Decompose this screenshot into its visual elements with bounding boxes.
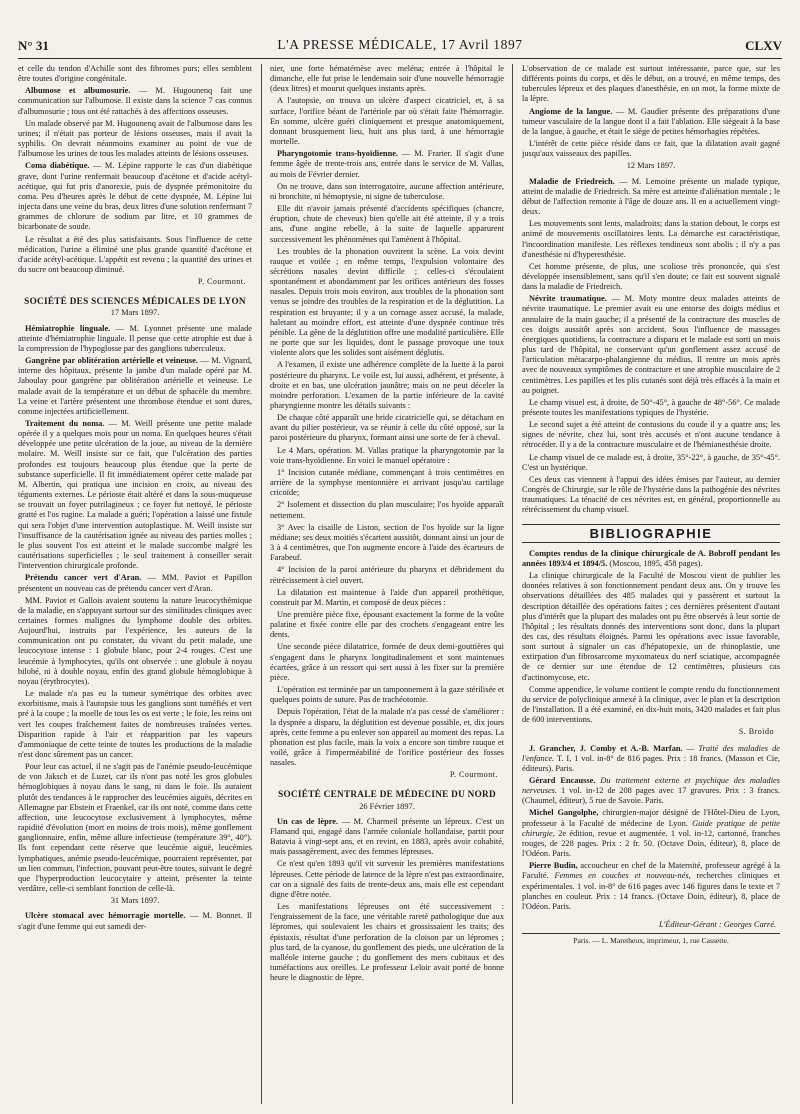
article-title: Angiome de la langue. <box>529 106 613 116</box>
paragraph: Ces deux cas viennent à l'appui des idées émises par l'auteur, au dernier Congrès de Chirurgie, sur le rôle de l'hystérie dans la pathogénie des névrites traumatiques. La ténacité de ces névrites est, en général, proportionnelle au rétrécissement du champ visuel. <box>522 474 780 515</box>
section-heading: SOCIÉTÉ DES SCIENCES MÉDICALES DE LYON <box>24 296 246 307</box>
article-text: — M. Hugounenq fait une communication sur l'albumose. Il existe dans la science 7 cas connus d'albumosurie ; tous ont été rattachés à des affections osseuses. <box>18 86 252 116</box>
paragraph: et celle du tendon d'Achille sont des fibromes purs; elles semblent être toutes d'origine congénitale. <box>18 64 252 84</box>
paragraph: MM. Paviot et Gallois avaient soutenu la nature leucocythémique de la maladie, en s'appuyant surtout sur des similitudes cliniques avec certaines formes malignes du lymphome double des orbites. Aujourd'hui, instruits par l'expérience, les auteurs de la communication ont pu constater, du vivant du petit malade, une leucocytose intense : 1 globule blanc, pour 2-4 rouges. C'est une leucémie à lymphocytes, qu'ils ont observée : une globule à noyau bilobé, ni à double noyau, enfin des grand globule hémoglobique à noyau (érythrocytes). <box>18 595 252 686</box>
page-header <box>18 36 782 59</box>
bib-details: T. I, 1 vol. in-8° de 816 pages. Prix : 18 francs. (Masson et Cie, éditeurs). Paris. <box>522 753 780 773</box>
article-title: Hémiatrophie linguale. <box>25 323 111 333</box>
paragraph: Ce n'est qu'en 1893 qu'il vit survenir les premières manifestations lépreuses. Cette période de latence de la lèpre n'est pas extraordinaire, car on a signalé des faits de trente-deux ans, mais elle est cependant digne d'être notée. <box>270 859 504 899</box>
journal-title: L'A PRESSE MÉDICALE, 17 Avril 1897 <box>277 37 523 52</box>
column-2 <box>270 64 504 1104</box>
paragraph: Une première pièce fixe, épousant exactement la forme de la voûte palatine et fixée contre elle par des crochets s'engageant entre les dents. <box>270 609 504 640</box>
paragraph: Elle dit n'avoir jamais présenté d'accidents spécifiques (chancre, éruption, chute de cheveux) bien qu'elle ait été atteinte, il y a trois ans, d'une angine rebelle, à la suite de laquelle apparurent successivement les phénomènes qui l'amènent à l'hôpital. <box>270 204 504 244</box>
paragraph: On ne trouve, dans son interrogatoire, aucune affection antérieure, ni bronchite, ni hémoptysie, ni signe de tuberculose. <box>270 181 504 201</box>
bib-details: (Moscou, 1895, 458 pages). <box>607 558 703 568</box>
paragraph: 2° Isolement et dissection du plan musculaire; l'os hyoïde apparaît nettement. <box>270 500 504 520</box>
paragraph: Le malade n'a pas eu la tumeur symétrique des orbites avec exorbitisme, mais à l'autopsie tous les ganglions sont tuméfiés et vert pré à la coupe ; la moelle de tous les os est verte ; le foie, les reins ont vert les coupes fraîchement faites de nombreuses traînées vertes. Disparition rapide à l'air et réapparition par les vapeurs d'ammoniaque de cette teinte de toutes les productions de la maladie n'est donc sûrement pas un cancer. <box>18 689 252 759</box>
article-title: Ulcère stomacal avec hémorragie mortelle. <box>25 911 186 921</box>
paragraph: A l'examen, il existe une adhérence complète de la luette à la paroi postérieure du pharynx. Le voile est, lui aussi, adhérent, et présente, à droite et en bas, une ulcération jaunâtre; mais on ne peut déceler la moindre perforation. L'examen de la partie inférieure de la cavité pharyngienne montre les détails suivants : <box>270 360 504 410</box>
article-text: — M. Charmeil présente un lépreux. C'est un Flamand qui, engagé dans l'armée coloniale hollandaise, partit pour Batavia à vingt-sept ans, et en revint, en 1883, après avoir cohabité, mais passagèrement, avec des femmes lépreuses. <box>270 816 504 857</box>
paragraph: nier, une forte hématémèse avec meléna; entrée à l'hôpital le dimanche, elle fut prise le lendemain soir d'une nouvelle hémorragie (deux litres) et mourut quelques instants après. <box>270 64 504 94</box>
bib-details: accoucheur en chef de la Maternité, professeur agrégé à la Faculté. <box>522 861 780 881</box>
bib-author: Pierre Budin, <box>529 861 578 871</box>
article-nevrite <box>522 294 780 396</box>
paragraph: L'observation de ce malade est surtout intéressante, parce que, sur les différents points du corps, et dès le début, on a trouvé, en même temps, des tubercules lépreux et des plaques d'anesthésie, en un mot, la forme mixte de la lèpre. <box>522 64 780 104</box>
article-text: — MM. Paviot et Papillon présentent un nouveau cas de prétendu cancer vert d'Aran. <box>18 573 252 593</box>
article-angiome <box>522 107 780 137</box>
article-text: — M. Lemoine présente un malade typique, atteint de maladie de Friedreich. Sa mère est atteinte d'aliénation mentale ; le début de l'affection remonte à l'âge de douze ans. Il en a actuellement vingt-deux. <box>522 176 780 217</box>
bib-title: Femmes en couches et nouveau-nés, <box>548 871 691 881</box>
paragraph: Pour leur cas actuel, il ne s'agit pas de l'anémie pseudo-leucémique de von Jaksch et de Luzet, car ils n'ont pas noté les gros globules hémoglobiques à noyau dans le sang, ni dans le foie. Ils auraient plutôt des tendances à le rapprocher des leucémies aiguës, décrites en Allemagne par Ebstein et Fraenkel, car ils ont noté, comme dans cette affection, une leucocytose exclusivement à lymphocytes, même rapidité d'évolution (mort en moins de trois mois), même gonflement ganglionnaire, enfin, même allure infectieuse (température 39°, 40°). Ils font cependant cette réserve que leucémie aiguë, leucémies lymphatiques, anémie pseudo-leucémique, pourraient représenter, par un lien commun, l'infection, pouvant peut-être toutes, suivant le degré que l'hyperproduction leucocytaire y atteint, présenter la teinte verdâtre, celle-ci semblant fonction de celle-là. <box>18 762 252 894</box>
article-noma <box>18 419 252 571</box>
article-pharyngotomie <box>270 149 504 179</box>
article-title: Albumose et albumosurie. <box>25 86 131 96</box>
article-ulcere <box>18 911 252 931</box>
article-text: — M. Bonnet. Il s'agit d'une femme qui eut samedi der- <box>18 911 252 931</box>
article-albumose <box>18 86 252 116</box>
editor-line: L'Éditeur-Gérant : Georges Carré. <box>658 920 776 930</box>
paragraph: Le champ visuel de ce malade est, à droite, 35°-22°, à gauche, de 35°-45°. C'est un hystérique. <box>522 452 780 472</box>
article-lepre <box>270 817 504 858</box>
paragraph: Le champ visuel est, à droite, de 50°-45°, à gauche de 48°-56°. Ce malade présente toutes les manifestations typiques de l'hystérie. <box>522 397 780 417</box>
bib-author: Gérard Encausse. <box>529 776 596 785</box>
article-title: Pharyngotomie trans-hyoïdienne. <box>277 149 398 159</box>
folio-number: CLXV <box>745 38 782 53</box>
paragraph: Depuis l'opération, l'état de la malade n'a pas cessé de s'améliorer : la dyspnée a disparu, la déglutition est devenue possible, et, dix jours après, cette femme a pu enlever son appareil au moment des repas. La phonation est plus facile, mais la voix a encore son timbre rauque et voilé, grâce à l'imperméabilité de l'orifice postérieur des fosses nasales. <box>270 707 504 768</box>
section-heading: SOCIÉTÉ CENTRALE DE MÉDECINE DU NORD <box>278 789 496 800</box>
paragraph: 3° Avec la cisaille de Liston, section de l'os hyoïde sur la ligne médiane; ses deux moitiés s'écartent aussitôt, donnant ainsi un jour de 3 à 4 centimètres, que l'on augmente encore à l'aide des écarteurs de Farabeuf. <box>270 522 504 563</box>
paragraph: A l'autopsie, on trouva un ulcère d'aspect cicatriciel, et, à sa surface, l'orifice béant de l'artériole par où s'était faite l'hémorragie. En somme, ulcère guéri cliniquement et presque anatomiquement, donnant brusquement lieu, huit ans plus tard, à une hémorragie mortelle. <box>270 96 504 147</box>
paragraph: Un malade observé par M. Hugounenq avait de l'albumose dans les urines; il n'était pas porteur de lésions osseuses, mais il avait la syphilis. On devrait néanmoins examiner au point de vue de l'albumose les urines de tous les malades atteints de lésions osseuses. <box>18 118 252 159</box>
signature: P. Courmont. <box>449 770 498 780</box>
bib-entry-bobroff <box>522 549 780 569</box>
article-hemiatrophie <box>18 324 252 354</box>
paragraph: Le résultat a été des plus satisfaisants. Sous l'influence de cette médication, l'urine a éliminé une plus grande quantité d'acétone et d'acide acétyl-acétique. L'appétit est revenu ; la quantité des urines et du sucre ont beaucoup diminué. <box>18 234 252 274</box>
bib-author: Michel Gangolphe, <box>529 808 599 818</box>
session-date: 31 Mars 1897. <box>110 896 160 906</box>
article-cancer-vert <box>18 573 252 593</box>
article-title: Névrite traumatique. <box>529 294 607 304</box>
article-text: — M. Lyonnet présente une malade atteinte d'hémiatrophie linguale. Il pense que cette atrophie est due à la compression de l'hypoglosse par des ganglions tuberculeux. <box>18 323 252 353</box>
paragraph: Une seconde pièce dilatatrice, formée de deux demi-gouttières qui s'engagent dans le pharynx longitudinalement et sont maintenues écartées, grâce à un ressort qui sert aussi à les fixer sur la première pièce. <box>270 642 504 682</box>
bib-title: — Traité des maladies de l'enfance. <box>522 743 780 763</box>
bib-entry-grancher <box>522 744 780 774</box>
article-gangrene <box>18 356 252 417</box>
paragraph: Les troubles de la phonation ouvrirent la scène. La voix devint rauque et voilée ; en même temps, l'expulsion volontaire des sécrétions nasales devint difficile ; celles-ci s'écoulaient spontanément et abondamment par les orifices antérieurs des fosses nasales. Depuis trois mois environ, aux troubles de la phonation sont venus se joindre des troubles de la respiration et de la déglutition. La respiration est bruyante; il y a un cornage assez accusé, la malade, haletant au moindre effort, est atteinte d'une dyspnée continue très pénible. La gêne de la déglutition offre une modalité particulière. Elle ne porte que sur les liquides, dont le passage provoque une toux violente alors que les solides sont aisément déglutis. <box>270 246 504 358</box>
signature: S. Broïdo <box>738 727 774 737</box>
signature: P. Courmont. <box>197 277 246 287</box>
article-title: Prétendu cancer vert d'Aran. <box>25 573 142 583</box>
paragraph: La dilatation est maintenue à l'aide d'un appareil prothétique, construit par M. Martin, et composé de deux pièces : <box>270 587 504 607</box>
paragraph: Le second sujet a été atteint de contusions du coude il y a quatre ans; les signes de névrite, chez lui, sont très accusés et n'ont aucune tendance à rétrocéder. Il y a de la contracture musculaire et de l'hémianesthésie droite. <box>522 420 780 450</box>
article-coma <box>18 161 252 232</box>
bib-title: Du traitement externe et psychique des maladies nerveuses. <box>522 776 780 796</box>
article-text: — M. Frarier. Il s'agit d'une femme âgée de trente-trois ans, entrée dans le service de M. Vallas, au mois de Février dernier. <box>270 149 504 179</box>
paragraph: La clinique chirurgicale de la Faculté de Moscou vient de publier les données relatives à son fonctionnement pendant deux ans. On y trouve les observations détaillées des 485 malades qui y passèrent et surtout la description détaillée des opérations faites ; ces dernières présentent d'autant plus d'intérêt que la plupart des malades ont pu être observés à leur sortie de l'hôpital ; les résultats donnés des interventions sont donc, dans la plupart des cas, des résultats éloignés. Parmi les opérations avec issue favorable, sont surtout à signaler un cas d'hépatopexie, un de rhinoplastie, une extirpation d'un fibrosarcome myxomateux du nerf sciatique, accompagnée de ce dernier sur une étendue de 12 centimètres, plusieurs cas d'actinomycose, etc. <box>522 571 780 682</box>
paragraph: Comme appendice, le volume contient le compte rendu du fonctionnement du service de polyclinique annexé à la clinique, avec le plan et la description de l'installation. Il a été examiné, en dix-huit mois, 3420 malades et fait plus de 600 interventions. <box>522 684 780 725</box>
article-friedreich <box>522 177 780 218</box>
bib-entry-budin <box>522 861 780 912</box>
paragraph: L'opération est terminée par un tamponnement à la gaze stérilisée et quelques points de suture. Pas de trachéotomie. <box>270 685 504 705</box>
bib-details: chirurgien-major désigné de l'Hôtel-Dieu de Lyon, professeur à la Faculté de médecine de Lyon. <box>522 808 780 828</box>
paragraph: Les manifestations lépreuses ont été successivement : l'engraissement de la face, une véritable rareté pathologique due aux lépromes, qui soulevaient les chairs et grossissaient les traits; des épistaxis, résultat d'une perforation de la cloison par un lépromes ; plus tard, de la cyanose, du gonflement des pieds, une ulcération de la malléole interne gauche ; du gonflement des mers cubitaux et des tuméfactions aux oreilles. Le professeur Leloir avait porté de bonne heure le diagnostic de lèpre. <box>270 902 504 983</box>
bib-details: 1 vol. in-12 de 208 pages avec 17 gravures. Prix : 3 francs. (Chaumel, éditeur), 5 rue de Savoie. Paris. <box>522 786 780 806</box>
article-title: Coma diabétique. <box>25 161 90 171</box>
session-date: 12 Mars 1897. <box>626 161 676 171</box>
paragraph: Les mouvements sont lents, maladroits; dans la station debout, le corps est animé de mouvements oscillatoires lents. La démarche est caractéristique, l'incoordination manifeste. Les réflexes tendineux sont abolis ; il n'y a pas d'anesthésie ni d'hyperesthésie. <box>522 219 780 259</box>
paragraph: 4° Incision de la paroi antérieure du pharynx et débridement du rétrécissement à ciel ouvert. <box>270 565 504 585</box>
article-text: — M. Vignard, interne des hôpitaux, présente la jambe d'un malade opéré par M. Jaboulay pour gangrène par oblitération artérielle et veineuse. Le malade avait de la température et un début de sphacèle du membre. La veine et l'artère présentent une thrombose étendue et sont dures, comme injectées artificiellement. <box>18 356 252 416</box>
page-number: N° 31 <box>18 38 49 53</box>
article-text: — M. Gaudier présente des préparations d'une tumeur vasculaire de la langue dont il a fait l'ablation. Elle siégeait à la base de la langue, à gauche, et était le siège de petites hémorhagies répétées. <box>522 106 780 136</box>
paragraph: L'intérêt de cette pièce réside dans ce fait, que la dilatation avait gagné jusqu'aux vaisseaux des papilles. <box>522 139 780 159</box>
column-3 <box>522 64 780 1104</box>
session-date: 17 Mars 1897. <box>110 308 160 318</box>
article-title: Traitement du noma. <box>25 419 105 428</box>
article-title: Gangrène par oblitération artérielle et veineuse. <box>25 356 198 366</box>
bib-details: recherches cliniques et expérimentales. 1 vol. in-8° de 616 pages avec 146 figures dans le texte et 7 planches en couleur. Prix : 14 francs. (Octave Doin, éditeur), 8, place de l'Odéon. Paris. <box>522 871 780 911</box>
bib-title: Guide pratique de petite chirurgie, <box>522 818 780 838</box>
article-text: — M. Lépine rapporte le cas d'un diabétique grave, dont l'urine renfermait beaucoup d'acétone et d'acide acétyl-acétique, qui fut pris d'anorexie, puis de dyspnée prémonitoire du coma. Peu d'heures après le début de cette dyspnée, M. Lépine lui injecta dans une veine du bras, deux litres d'une solution renfermant 7 grammes de chlorure de sodium par litre, et 10 grammes de bicarbonate de soude. <box>18 161 252 232</box>
page-footer <box>522 920 780 946</box>
bib-entry-gangolphe <box>522 808 780 859</box>
bib-entry-encausse <box>522 776 780 806</box>
paragraph: De chaque côté apparaît une bride cicatricielle qui, se détachant en avant du pilier postérieur, va se réunir à celle du côté opposé, sur la paroi postérieure du pharynx, formant ainsi une sorte de fer à cheval. <box>270 413 504 443</box>
bib-title: Comptes rendus de la clinique chirurgicale de A. Bobroff pendant les années 1893/4 et 1894/5. <box>522 548 780 568</box>
article-title: Maladie de Friedreich. <box>529 176 615 186</box>
article-title: Un cas de lèpre. <box>277 816 339 826</box>
column-rule-left <box>261 64 262 1104</box>
column-1 <box>18 64 252 1104</box>
printer-line: Paris. — L. Maretheux, imprimeur, 1, rue Cassette. <box>522 933 780 946</box>
paragraph: 1° Incision cutanée médiane, commençant à trois centimètres en arrière de la symphyse mentonnière et arrivant jusqu'au cartilage cricoïde; <box>270 467 504 498</box>
paragraph: Le 4 Mars, opération. M. Vallas pratique la pharyngotomie par la voie trans-hyoïdienne. En voici le manuel opératoire : <box>270 445 504 465</box>
article-text: — M. Moty montre deux malades atteints de névrite traumatique. Le premier avait eu une entorse des doigts médius et annulaire de la main gauche; il a présenté de la contracture des muscles de ces doigts aussitôt après son accident. Sous l'influence de massages énergiques quotidiens, la contracture a disparu et le malade est sorti un mois plus tard de l'hôpital, ne conservant qu'un gonflement assez accusé de l'articulation métacarpo-phalangienne du médius. Il rentre un mois après avec de nouveaux symptômes de contracture et une atrophie musculaire de 2 centimètres. Les papilles et les plis cutanés sont déjà très effacés à la main et au poignet. <box>522 294 780 395</box>
bibliography-heading: BIBLIOGRAPHIE <box>522 524 780 543</box>
session-date: 26 Février 1897. <box>359 801 415 811</box>
column-rule-right <box>512 64 513 1104</box>
bib-details: 2e édition, revue et augmentée. 1 vol. in-12, cartonné, franches rouges, de 228 pages. Prix : 2 fr. 50. (Octave Doin, éditeur), 8, place de l'Odéon. Paris. <box>522 828 780 859</box>
paragraph: Cet homme présente, de plus, une scoliose très prononcée, qui s'est développée insensiblement, sans qu'il s'en doute; ce fait est souvent signalé dans la maladie de Friedreich. <box>522 261 780 292</box>
article-text: — M. Weill présente une petite malade opérée il y a quelques mois pour un noma. En quelques heures s'était développée une petite ulcération de la joue, au niveau de la dernière molaire. M. Weill insiste sur ce fait, que l'ulcération des parties profondes est toujours beaucoup plus étendue que la perte de substance superficielle. Il fit immédiatement opérer cette malade par M. Albertin, qui pratiqua une incision en croix, au niveau des téguments externes. Le périoste était altéré et dans la sous-muqueuse se trouvait un foyer putrilagineux ; ce foyer fut nettoyé, le périoste gratté et l'os rugine. La malade a guéri; l'opération a laissé une fistule qui sera l'objet d'une intervention autoplastique. M. Weill insiste sur l'insuffisance de la cautérisation ignée au niveau des parties molles ; le plus souvent l'os est atteint et le malade succombe malgré les cautérisations superficielles ; le seul traitement à conseiller serait l'intervention chirurgicale profonde. <box>18 419 252 571</box>
bib-author: J. Grancher, J. Comby et A.-B. Marfan. <box>529 743 683 753</box>
